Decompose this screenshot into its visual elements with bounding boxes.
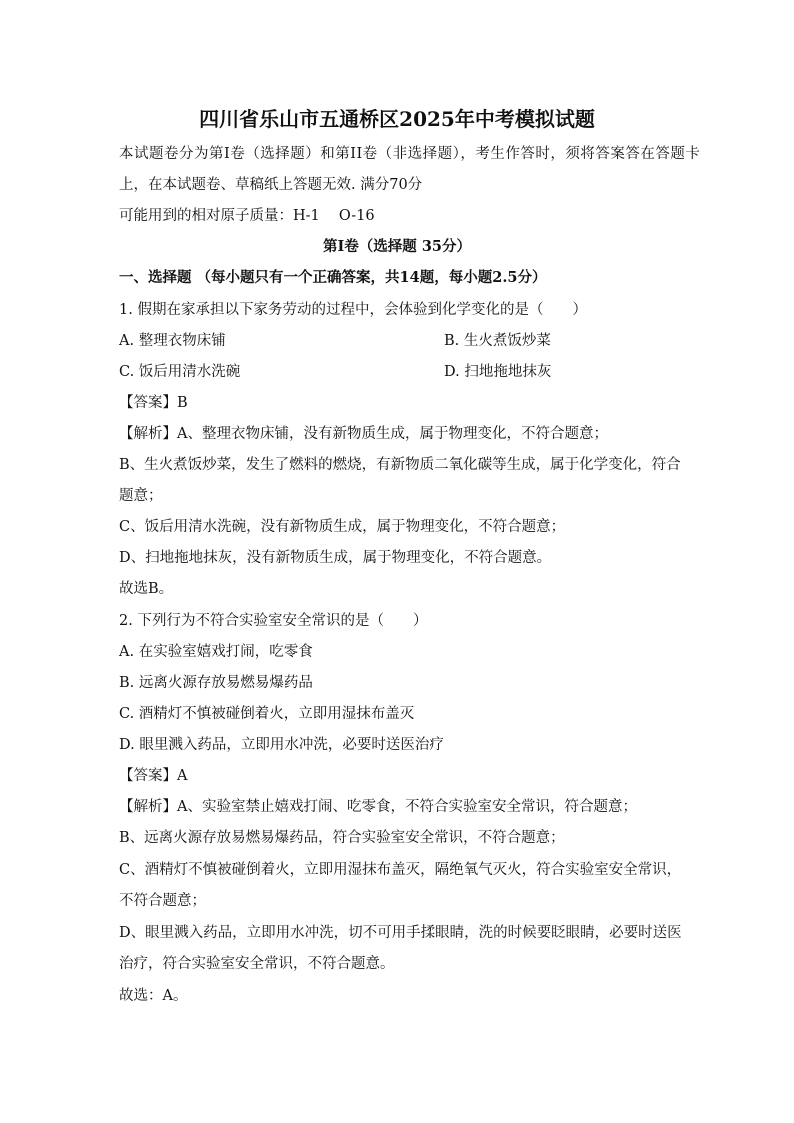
question-2-answer: 【答案】A bbox=[119, 768, 188, 784]
section1-heading: 一、选择题 （每小题只有一个正确答案，共14题，每小题2.5分） bbox=[119, 269, 547, 286]
page-title: 四川省乐山市五通桥区2025年中考模拟试题 bbox=[199, 107, 595, 131]
question-2-analysis-line: 不符合题意； bbox=[119, 893, 206, 909]
question-1-analysis-line: C、饭后用清水洗碗，没有新物质生成，属于物理变化，不符合题意； bbox=[119, 519, 566, 535]
question-2-stem: 2. 下列行为不符合实验室安全常识的是（ ） bbox=[119, 613, 428, 629]
question-1-analysis-line: B、生火煮饭炒菜，发生了燃料的燃烧，有新物质二氧化碳等生成，属于化学变化，符合 bbox=[119, 457, 681, 473]
question-1-option-c: C. 饭后用清水洗碗 bbox=[119, 364, 241, 380]
question-2-analysis-line: B、远离火源存放易燃易爆药品，符合实验室安全常识，不符合题意； bbox=[119, 830, 565, 846]
question-2-analysis-line: 【解析】A、实验室禁止嬉戏打闹、吃零食，不符合实验室安全常识，符合题意； bbox=[119, 799, 637, 815]
question-1-analysis-line: 题意； bbox=[119, 488, 163, 504]
question-2-analysis-line: 故选：A。 bbox=[119, 988, 188, 1004]
question-2-analysis-line: D、眼里溅入药品，立即用水冲洗，切不可用手揉眼睛，洗的时候要眨眼睛，必要时送医 bbox=[119, 925, 682, 941]
question-1-analysis-line: 【解析】A、整理衣物床铺，没有新物质生成，属于物理变化，不符合题意； bbox=[119, 426, 608, 442]
question-2-analysis-line: 治疗，符合实验室安全常识，不符合题意。 bbox=[119, 956, 395, 972]
question-1-option-a: A. 整理衣物床铺 bbox=[119, 333, 226, 349]
question-1-option-b: B. 生火煮饭炒菜 bbox=[444, 333, 551, 349]
question-1-answer: 【答案】B bbox=[119, 395, 188, 411]
question-1-option-d: D. 扫地拖地抹灰 bbox=[444, 364, 552, 380]
question-2-analysis-line: C、酒精灯不慎被碰倒着火，立即用湿抹布盖灭，隔绝氧气灭火，符合实验室安全常识， bbox=[119, 862, 682, 878]
intro-line-1: 本试题卷分为第I卷（选择题）和第II卷（非选择题），考生作答时，须将答案答在答题卡 bbox=[119, 146, 701, 162]
intro-line-2: 上，在本试题卷、草稿纸上答题无效. 满分70分 bbox=[119, 177, 423, 193]
question-2-option-a: A. 在实验室嬉戏打闹，吃零食 bbox=[119, 644, 313, 660]
question-1-stem: 1. 假期在家承担以下家务劳动的过程中，会体验到化学变化的是（ ） bbox=[119, 302, 587, 318]
atomic-mass-note: 可能用到的相对原子质量：H-1 O-16 bbox=[119, 208, 375, 224]
question-2-option-c: C. 酒精灯不慎被碰倒着火，立即用湿抹布盖灭 bbox=[119, 706, 415, 722]
question-1-analysis-line: 故选B。 bbox=[119, 581, 174, 597]
question-1-analysis-line: D、扫地拖地抹灰，没有新物质生成，属于物理变化，不符合题意。 bbox=[119, 550, 552, 566]
question-2-option-b: B. 远离火源存放易燃易爆药品 bbox=[119, 675, 313, 691]
part1-heading: 第I卷（选择题 35分） bbox=[322, 238, 471, 255]
question-2-option-d: D. 眼里溅入药品，立即用水冲洗，必要时送医治疗 bbox=[119, 737, 444, 753]
